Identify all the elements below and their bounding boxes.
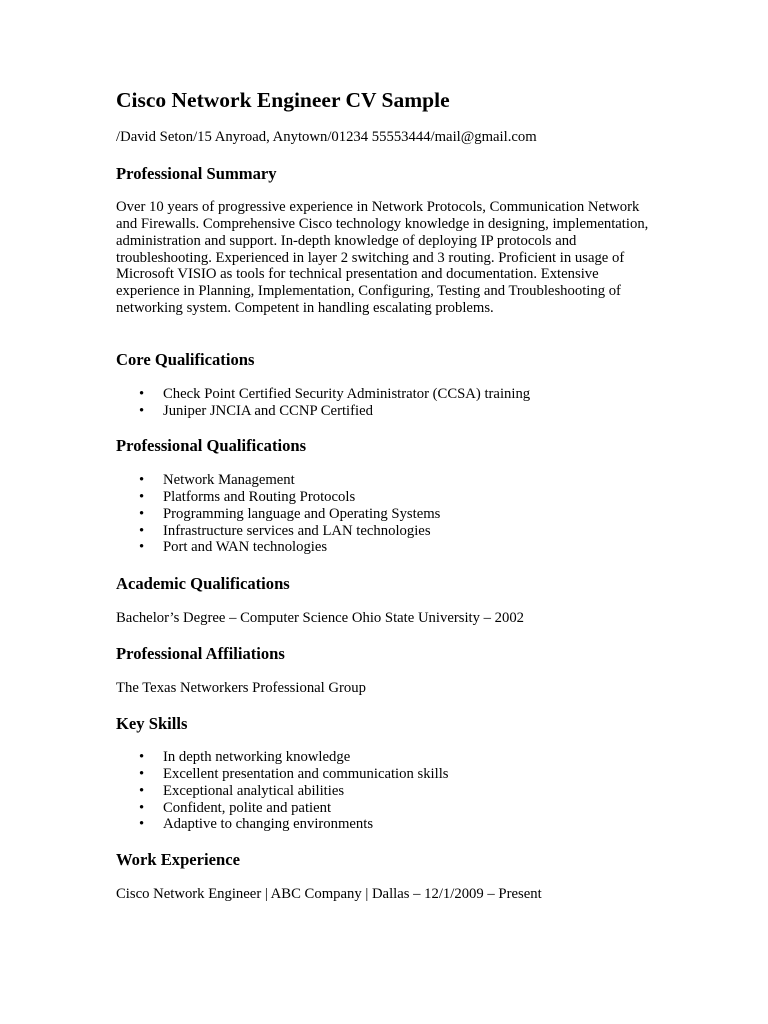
- core-qualifications-list: [116, 386, 530, 420]
- list-item-text: Check Point Certified Security Administrator (CCSA) training: [163, 386, 531, 402]
- heading-key-skills: Key Skills: [116, 714, 188, 733]
- bullet-icon: •: [139, 522, 145, 539]
- bullet-icon: •: [139, 539, 145, 556]
- bullet-icon: •: [139, 402, 145, 419]
- heading-professional-affiliations: Professional Affiliations: [116, 644, 285, 663]
- bullet-icon: •: [139, 765, 145, 782]
- list-item: [116, 749, 449, 766]
- heading-professional-summary: Professional Summary: [116, 164, 277, 183]
- heading-core-qualifications: Core Qualifications: [116, 350, 255, 369]
- bullet-icon: •: [139, 816, 145, 833]
- academic-qualification-text: Bachelor’s Degree – Computer Science Ohio State University – 2002: [116, 610, 525, 626]
- list-item: [116, 800, 449, 817]
- bullet-icon: •: [139, 782, 145, 799]
- bullet-icon: •: [139, 488, 145, 505]
- list-item-text: Port and WAN technologies: [163, 539, 328, 556]
- list-item-text: Exceptional analytical abilities: [163, 782, 345, 799]
- bullet-icon: •: [139, 799, 145, 816]
- bullet-icon: •: [139, 505, 145, 522]
- list-item-text: Excellent presentation and communication skills: [163, 765, 449, 782]
- professional-qualifications-list: [116, 472, 440, 556]
- bullet-icon: •: [139, 472, 145, 488]
- summary-paragraph: Over 10 years of progressive experience in Network Protocols, Communication Network and Firewalls. Comprehensive Cisco technology knowledge in designing, implementation, administration and support. In-depth knowledge of deploying IP protocols and troubleshooting. Experienced in layer 2 switching and 3 routing. Proficient in usage of Microsoft VISIO as tools for technical presentation and documentation. Extensive experience in Planning, Implementation, Configuring, Testing and Troubleshooting of networking system. Competent in handling escalating problems.: [116, 199, 649, 317]
- list-item-text: Adaptive to changing environments: [163, 816, 374, 833]
- list-item-text: Programming language and Operating Systems: [163, 505, 441, 522]
- list-item: [116, 472, 440, 489]
- list-item-text: Network Management: [163, 472, 295, 488]
- affiliation-text: The Texas Networkers Professional Group: [116, 680, 366, 696]
- contact-line: /David Seton/15 Anyroad, Anytown/01234 55553444/mail@gmail.com: [116, 129, 537, 145]
- list-item: [116, 523, 440, 540]
- list-item: [116, 539, 440, 556]
- work-experience-entry: Cisco Network Engineer | ABC Company | Dallas – 12/1/2009 – Present: [116, 886, 542, 902]
- heading-work-experience: Work Experience: [116, 850, 240, 869]
- list-item-text: Platforms and Routing Protocols: [163, 488, 356, 505]
- bullet-icon: •: [139, 749, 145, 765]
- list-item: [116, 766, 449, 783]
- list-item: [116, 506, 440, 523]
- list-item: [116, 816, 449, 833]
- heading-professional-qualifications: Professional Qualifications: [116, 436, 307, 455]
- bullet-icon: •: [139, 386, 145, 402]
- list-item: [116, 489, 440, 506]
- list-item-text: Infrastructure services and LAN technologies: [163, 522, 431, 539]
- list-item: [116, 403, 530, 420]
- list-item: [116, 386, 530, 403]
- heading-academic-qualifications: Academic Qualifications: [116, 574, 290, 593]
- list-item: [116, 783, 449, 800]
- list-item-text: Juniper JNCIA and CCNP Certified: [163, 402, 373, 419]
- key-skills-list: [116, 749, 449, 833]
- list-item-text: Confident, polite and patient: [163, 799, 332, 816]
- document-title: Cisco Network Engineer CV Sample: [116, 88, 450, 112]
- list-item-text: In depth networking knowledge: [163, 749, 351, 765]
